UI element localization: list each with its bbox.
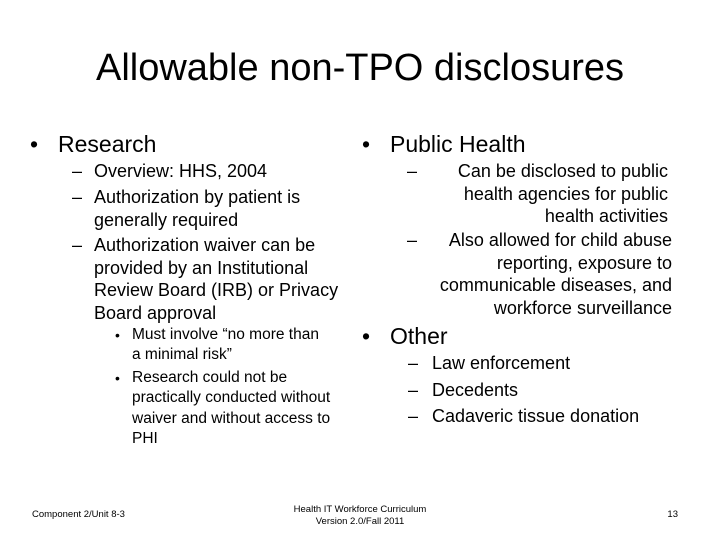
dash-icon: – [408,380,419,400]
dash-icon: – [407,230,418,250]
dash-icon: – [407,161,418,181]
bullet-icon: • [30,131,39,157]
bullet-icon: • [362,323,371,349]
dash-icon: – [408,406,419,426]
dash-icon: – [72,187,83,207]
other-heading: Other [390,323,448,349]
slide-title: Allowable non-TPO disclosures [95,47,624,89]
dash-icon: – [72,235,83,255]
dash-icon: – [408,353,419,373]
public-health-heading: Public Health [390,131,526,157]
bullet-icon: • [115,327,120,343]
dash-icon: – [72,161,83,181]
page-number: 13 [667,509,678,520]
footer-curriculum: Health IT Workforce Curriculum Version 2.0/Fall 2011 [293,504,427,527]
bullet-icon: • [362,131,371,157]
bullet-icon: • [115,370,120,386]
footer-component: Component 2/Unit 8-3 [32,509,125,520]
research-heading: Research [58,131,157,157]
